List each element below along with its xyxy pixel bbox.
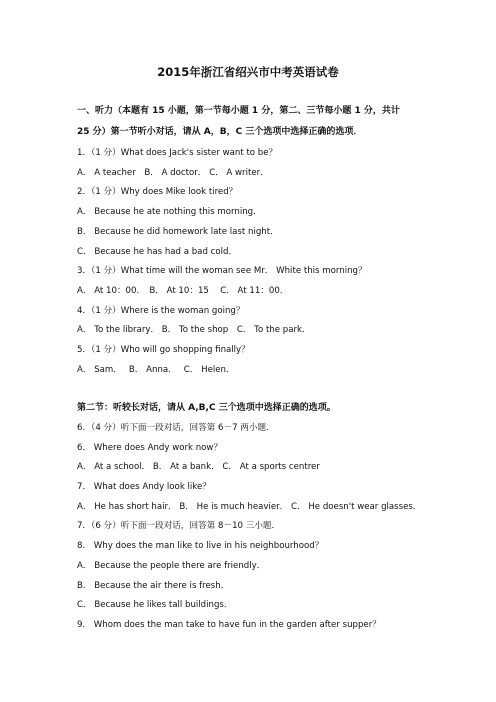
question-2-option-a: A． Because he ate nothing this morning． — [77, 207, 262, 217]
question-4: 4．（1 分）Where is the woman going？ — [77, 306, 245, 316]
section1-heading-line2: 25 分）第一节听小对话，请从 A，B，C 三个选项中选择正确的选项． — [77, 127, 363, 137]
question-8-instruction: 7．（6 分）听下面一段对话，回答第 8－10 三小题． — [77, 521, 281, 531]
question-8-option-b: B． Because the air there is fresh． — [77, 581, 230, 591]
section1-heading-line1: 一、听力（本题有 15 小题，第一节每小题 1 分，第二、三节每小题 1 分，共计 — [77, 106, 400, 116]
section2-heading: 第二节：听较长对话，请从 A,B,C 三个选项中选择正确的选项。 — [77, 403, 336, 413]
question-3: 3．（1 分）What time will the woman see Mr． White this morning？ — [77, 266, 367, 276]
page-title: 2015年浙江省绍兴市中考英语试卷 — [157, 65, 339, 79]
question-6-instruction: 6．（4 分）听下面一段对话，回答第 6－7 两小题． — [77, 423, 275, 433]
question-4-options: A． To the library． B． To the shop C． To the park． — [77, 325, 311, 335]
question-2-option-b: B． Because he did homework late last night． — [77, 227, 279, 237]
question-1: 1．（1 分）What does Jack's sister want to be？ — [77, 148, 278, 158]
question-9: 9． Whom does the man take to have fun in the garden after supper？ — [77, 620, 381, 630]
question-7: 7． What does Andy look like？ — [77, 482, 211, 492]
question-8-option-a: A． Because the people there are friendly． — [77, 561, 266, 571]
question-8: 8． Why does the man like to live in his neighbourhood？ — [77, 541, 324, 551]
question-6-options: A． At a school． B． At a bank． C． At a sports centrer — [77, 462, 320, 472]
question-1-options: A． A teacher B． A doctor． C． A writer． — [77, 168, 269, 178]
question-7-options: A． He has short hair． B． He is much heavier． C． He doesn't wear glasses． — [77, 502, 422, 512]
question-5-options: A． Sam． B． Anna． C． Helen． — [77, 365, 235, 375]
question-6: 6． Where does Andy work now？ — [77, 443, 223, 453]
question-8-option-c: C． Because he likes tall buildings． — [77, 600, 233, 610]
question-2-option-c: C． Because he has had a bad cold． — [77, 247, 238, 257]
question-3-options: A． At 10：00． B． At 10：15 C． At 11：00． — [77, 286, 289, 296]
question-5: 5．（1 分）Who will go shopping finally？ — [77, 345, 250, 355]
question-2: 2．（1 分）Why does Mike look tired？ — [77, 187, 238, 197]
